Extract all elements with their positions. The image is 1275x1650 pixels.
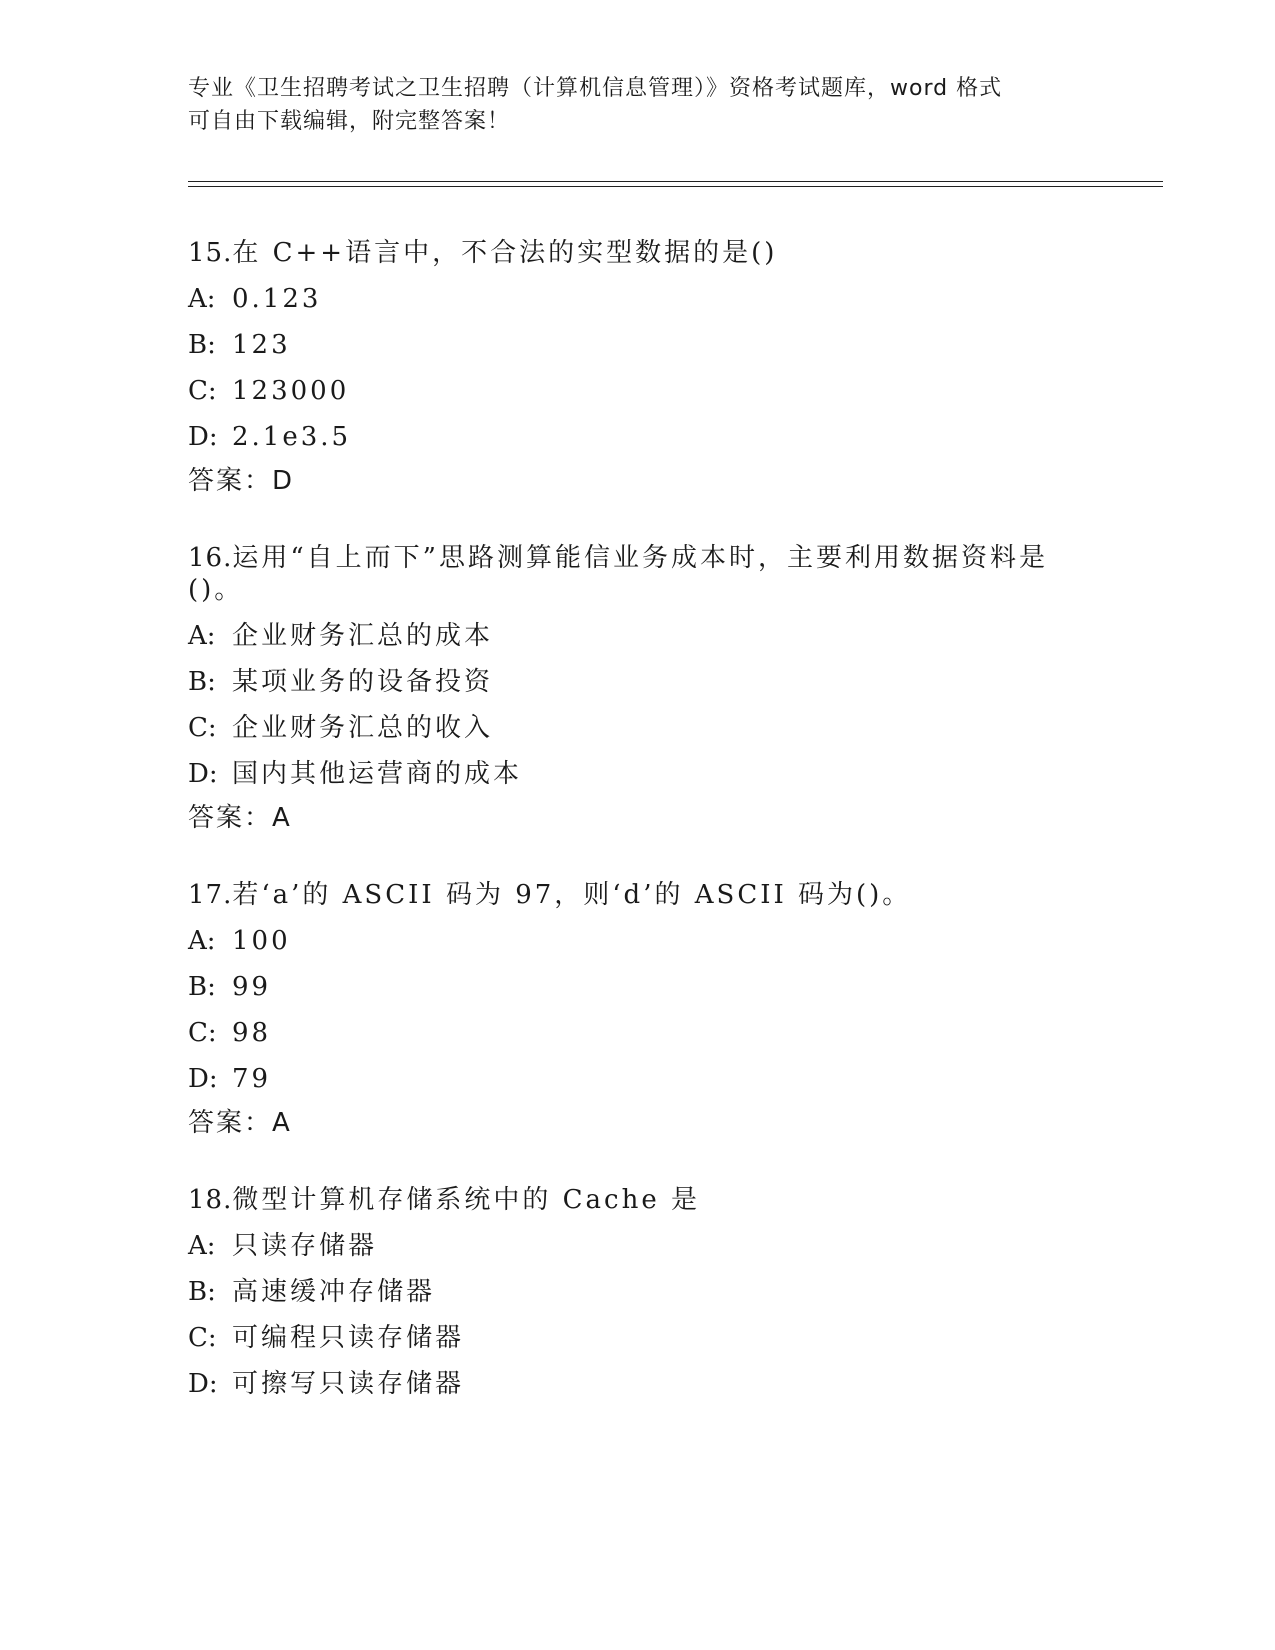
option-b: [188, 971, 1088, 1003]
question-number: 17.: [188, 880, 233, 910]
question-text: 微型计算机存储系统中的 Cache 是: [232, 1185, 700, 1215]
option-label: B:: [188, 1277, 216, 1307]
option-d: [188, 1368, 1088, 1400]
option-label: D:: [188, 759, 218, 789]
option-label: D:: [188, 1064, 218, 1094]
answer: 答案：D: [188, 466, 295, 496]
option-c: [188, 1017, 1088, 1049]
option-label: A:: [188, 284, 216, 314]
question-stem: [188, 237, 1088, 269]
option-b: [188, 666, 1088, 698]
header-line-1: 专业《卫生招聘考试之卫生招聘（计算机信息管理）》资格考试题库，word 格式: [188, 76, 1003, 101]
header-line-2: 可自由下载编辑，附完整答案！: [188, 109, 511, 134]
option-text: 可擦写只读存储器: [232, 1369, 465, 1399]
question-15: [188, 237, 1088, 497]
option-text: 企业财务汇总的成本: [232, 621, 494, 651]
question-17: [188, 879, 1088, 1139]
question-16: [188, 542, 1088, 834]
answer: 答案：A: [188, 1108, 292, 1138]
option-text: 123: [232, 330, 291, 360]
question-stem: [188, 542, 1088, 606]
option-c: [188, 712, 1088, 744]
option-label: C:: [188, 713, 217, 743]
option-a: [188, 1230, 1088, 1262]
question-text: 运用“自上而下”思路测算能信业务成本时，主要利用数据资料是()。: [188, 543, 1048, 605]
question-text: 在 C++语言中，不合法的实型数据的是(): [232, 238, 778, 268]
option-label: B:: [188, 972, 216, 1002]
option-label: A:: [188, 1231, 216, 1261]
option-text: 123000: [232, 376, 350, 406]
option-text: 只读存储器: [232, 1231, 378, 1261]
document-header: [188, 72, 1068, 138]
option-c: [188, 375, 1088, 407]
question-stem: [188, 1184, 1088, 1216]
option-text: 可编程只读存储器: [232, 1323, 465, 1353]
option-text: 79: [232, 1064, 272, 1094]
option-d: [188, 758, 1088, 790]
option-c: [188, 1322, 1088, 1354]
option-a: [188, 925, 1088, 957]
option-text: 99: [232, 972, 272, 1002]
question-18: [188, 1184, 1088, 1400]
option-d: [188, 421, 1088, 453]
option-text: 100: [232, 926, 291, 956]
option-label: C:: [188, 1018, 217, 1048]
option-a: [188, 283, 1088, 315]
option-text: 0.123: [232, 284, 322, 314]
question-stem: [188, 879, 1088, 911]
question-list: [188, 237, 1088, 1400]
question-text: 若‘a’的 ASCII 码为 97，则‘d’的 ASCII 码为()。: [232, 880, 912, 910]
option-label: D:: [188, 422, 218, 452]
question-number: 16.: [188, 543, 233, 573]
option-label: C:: [188, 376, 217, 406]
option-b: [188, 329, 1088, 361]
option-label: A:: [188, 926, 216, 956]
answer: 答案：A: [188, 803, 292, 833]
option-text: 98: [232, 1018, 272, 1048]
option-b: [188, 1276, 1088, 1308]
option-text: 高速缓冲存储器: [232, 1277, 436, 1307]
option-label: D:: [188, 1369, 218, 1399]
option-a: [188, 620, 1088, 652]
option-text: 企业财务汇总的收入: [232, 713, 494, 743]
header-divider-top: [188, 181, 1163, 182]
option-text: 2.1e3.5: [232, 422, 352, 452]
option-text: 国内其他运营商的成本: [232, 759, 523, 789]
option-label: A:: [188, 621, 216, 651]
option-label: B:: [188, 667, 216, 697]
option-label: B:: [188, 330, 216, 360]
option-label: C:: [188, 1323, 217, 1353]
question-number: 15.: [188, 238, 233, 268]
option-d: [188, 1063, 1088, 1095]
question-number: 18.: [188, 1185, 233, 1215]
header-divider-bottom: [188, 186, 1163, 187]
option-text: 某项业务的设备投资: [232, 667, 494, 697]
